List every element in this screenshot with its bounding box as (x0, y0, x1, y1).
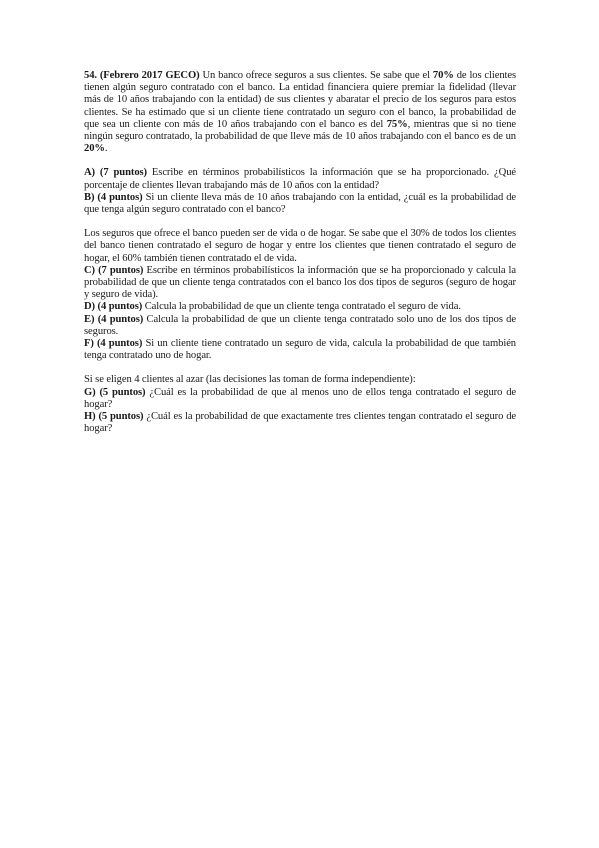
percent-75: 75% (386, 118, 408, 130)
problem-text-2: de los clientes tienen algún seguro contratado con el banco. La entidad financiera quiere premiar la fidelidad (llevar más de 10 años trabajando con la entidad) de sus clientes y abaratar el precio de los seguros para estos clientes. Se ha estimado que si un cliente tiene contratado un seguro con el banco, la probabilidad de que sea un cliente con más de 10 años trabajando con el banco es del (84, 70, 516, 130)
question-d-label: D) (4 puntos) (84, 301, 143, 313)
problem-text-1: Un banco ofrece seguros a sus clientes. Se sabe que el (199, 70, 433, 81)
question-b-label: B) (4 puntos) (84, 191, 143, 203)
question-e (84, 314, 516, 338)
question-d-text: Calcula la probabilidad de que un cliente tenga contratado el seguro de vida. (142, 301, 461, 313)
question-e-label: E) (4 puntos) (84, 313, 144, 325)
question-c-label: C) (7 puntos) (84, 264, 144, 276)
question-g (84, 387, 516, 411)
spacer (84, 216, 516, 228)
question-b-text: Si un cliente lleva más de 10 años trabajando con la entidad, ¿cuál es la probabilidad de que tenga algún seguro contratado con el banco? (84, 191, 516, 216)
question-g-label: G) (5 puntos) (84, 386, 146, 398)
percent-20: 20% (84, 143, 105, 155)
question-f-label: F) (4 puntos) (84, 338, 143, 350)
question-c (84, 265, 516, 302)
question-a-label: A) (7 puntos) (84, 167, 147, 179)
question-h (84, 411, 516, 435)
question-a-text: Escribe en términos probabilísticos la información que se ha proporcionado. ¿Qué porcentaje de clientes llevan trabajando más de 10 años con la entidad? (84, 167, 516, 191)
problem-statement (84, 70, 516, 155)
question-h-label: H) (5 puntos) (84, 411, 144, 423)
question-h-text: ¿Cuál es la probabilidad de que exactamente tres clientes tengan contratado el seguro de hogar? (84, 411, 516, 435)
third-intro: Si se eligen 4 clientes al azar (las decisiones las toman de forma independiente): (84, 374, 416, 386)
question-e-text: Calcula la probabilidad de que un cliente tenga contratado solo uno de los dos tipos de seguros. (84, 313, 516, 337)
question-f-text: Si un cliente tiene contratado un seguro de vida, calcula la probabilidad de que también tenga contratado uno de hogar. (84, 338, 516, 362)
question-b (84, 192, 516, 216)
document-page (84, 70, 516, 435)
question-a (84, 167, 516, 191)
problem-number: 54. (Febrero 2017 GECO) (84, 70, 200, 81)
problem-text-3: , mientras que si no tiene ningún seguro contratado, la probabilidad de que lleve más de 10 años trabajando con el banco es de un (84, 118, 516, 143)
spacer (84, 155, 516, 167)
spacer (84, 362, 516, 374)
question-c-text: Escribe en términos probabilísticos la información que se ha proporcionado y calcula la probabilidad de que un cliente tenga contratados con el banco los dos tipos de seguros (seguro de hogar y seguro de vida). (84, 264, 516, 301)
question-f (84, 338, 516, 362)
second-intro: Los seguros que ofrece el banco pueden ser de vida o de hogar. Se sabe que el 30% de todos los clientes del banco tienen contratado el seguro de hogar y entre los clientes que tienen contratado el seguro de hogar, el 60% también tienen contratado el de vida. (84, 228, 516, 264)
percent-70: 70% (432, 70, 454, 81)
question-g-text: ¿Cuál es la probabilidad de que al menos uno de ellos tenga contratado el seguro de hogar? (84, 386, 516, 410)
question-d (84, 301, 516, 313)
problem-text-4: . (104, 143, 108, 155)
